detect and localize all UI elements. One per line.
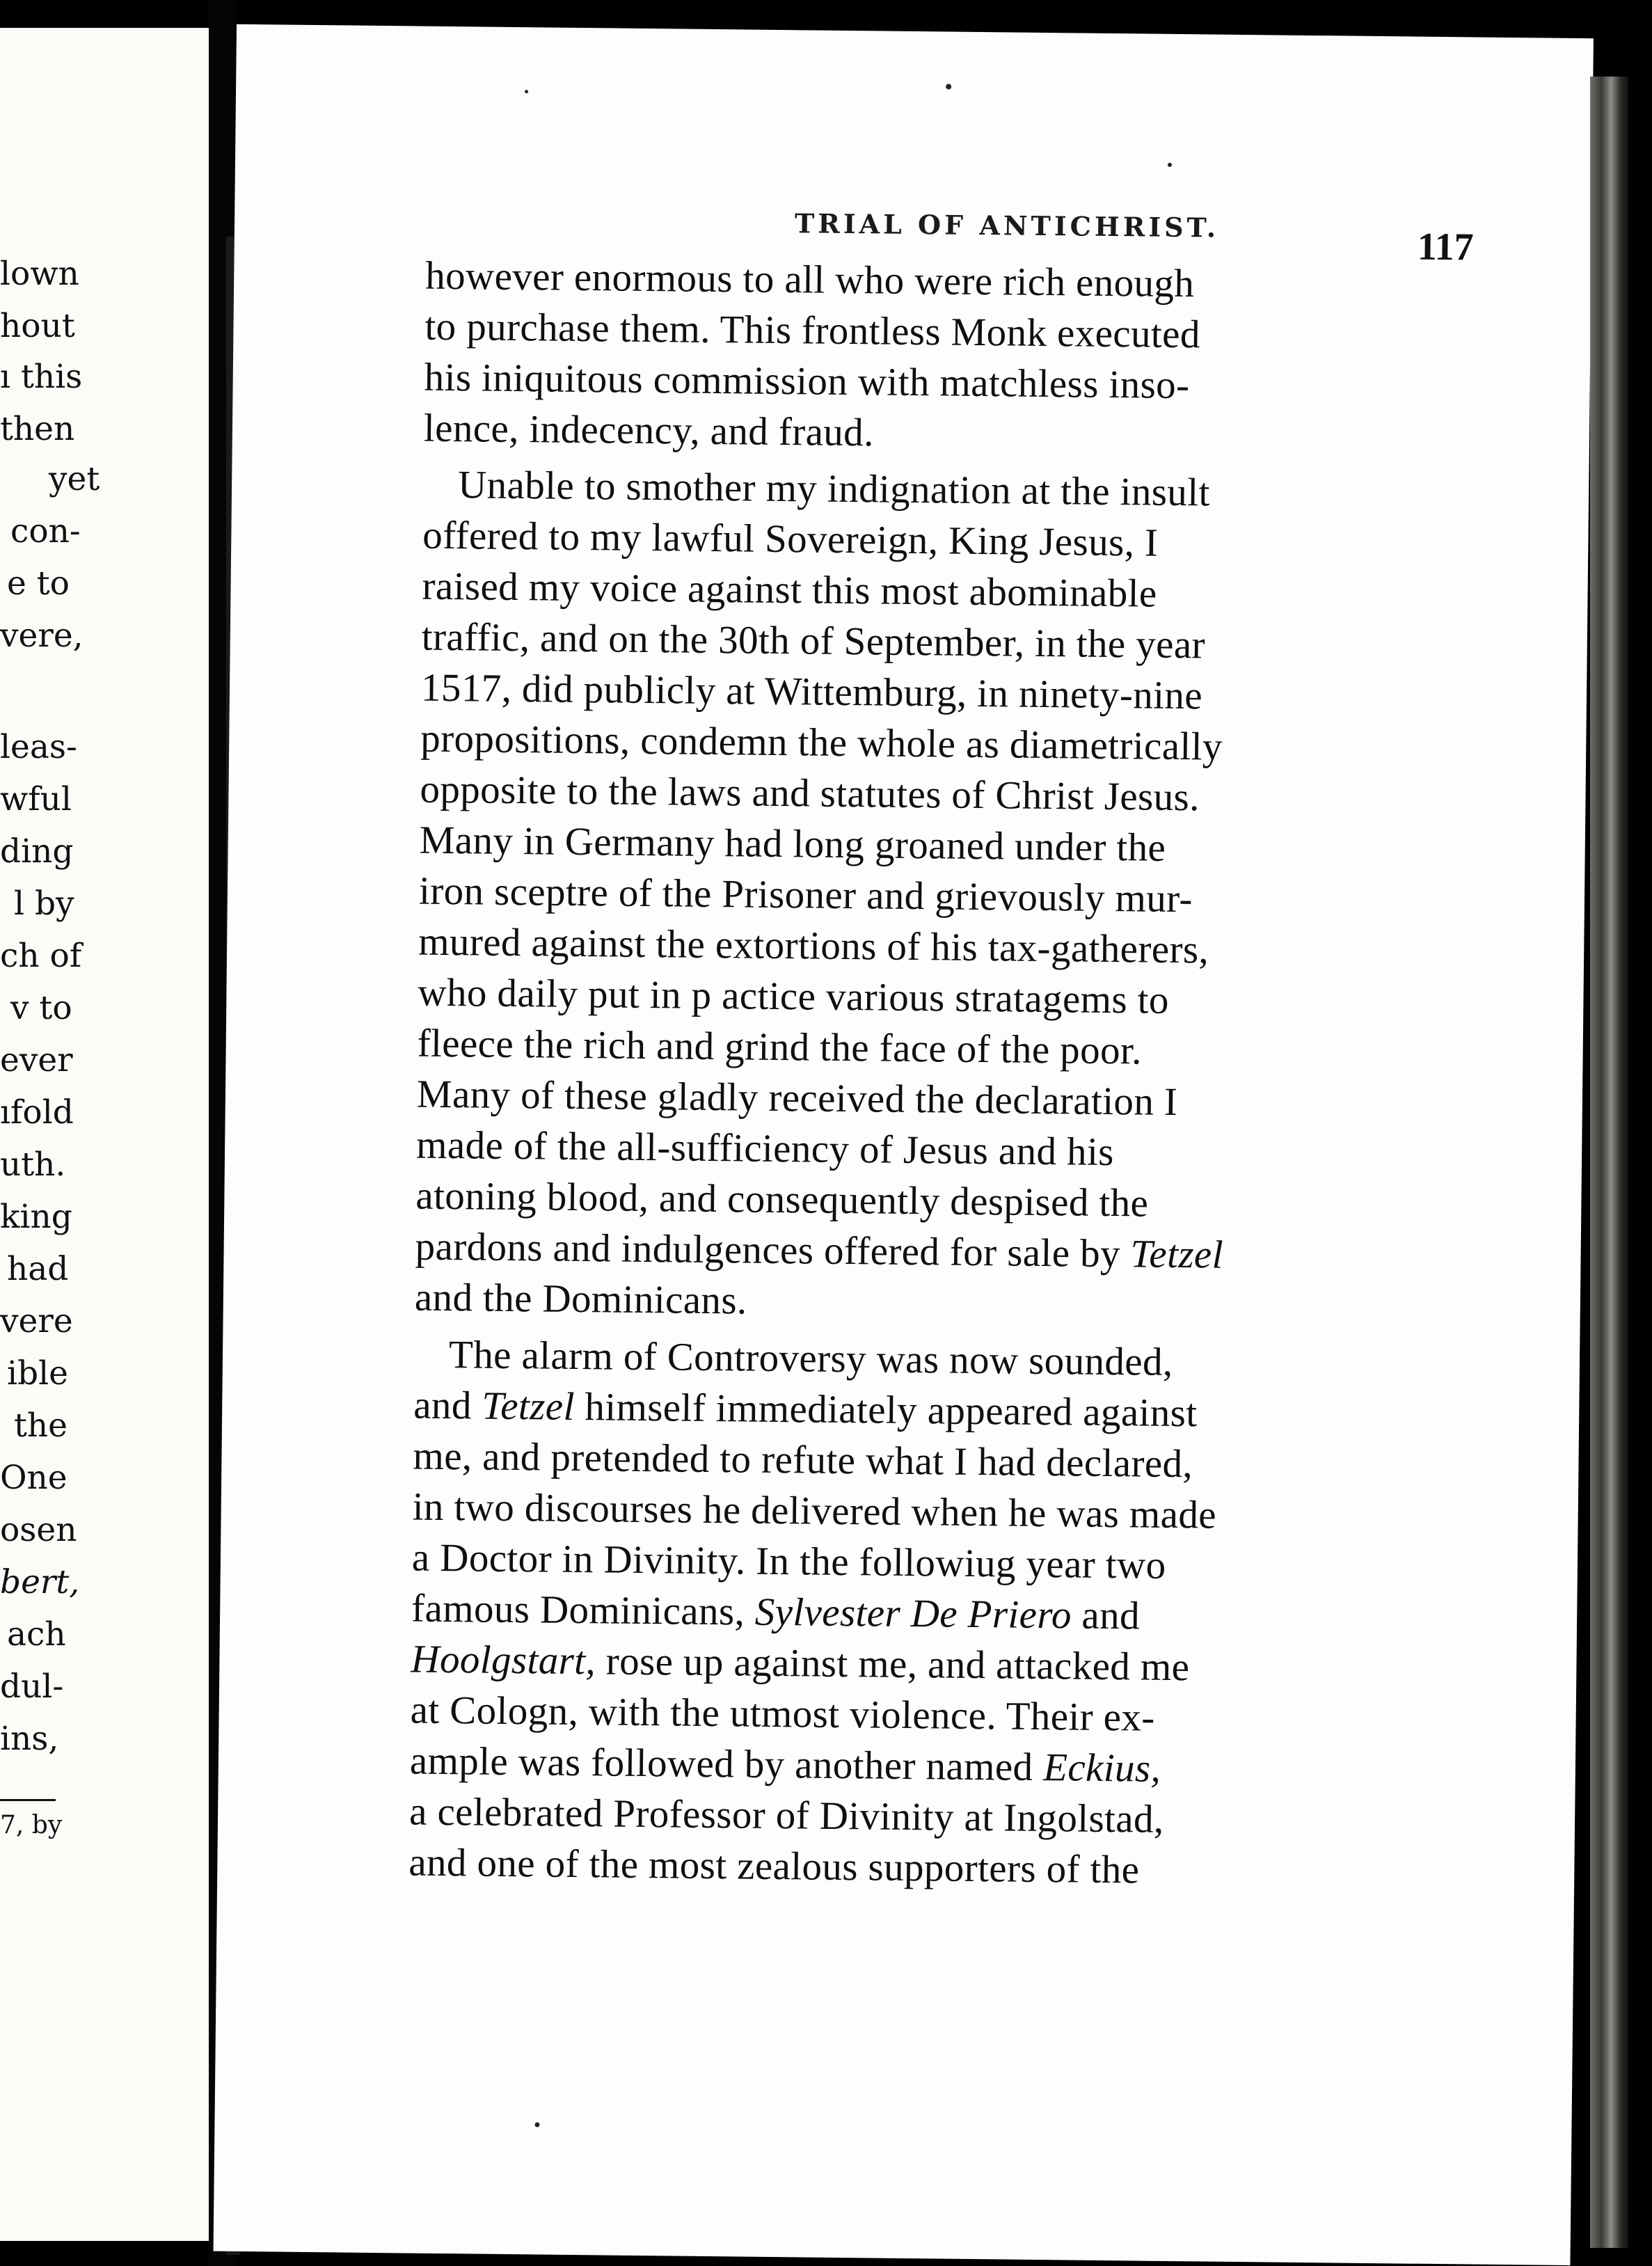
left-line-2: hout: [0, 307, 75, 345]
text-line-8: traffic, and on the 30th of September, in the year: [421, 615, 1206, 667]
left-line-9: leas-: [0, 728, 77, 766]
left-line-15: ever: [0, 1041, 73, 1079]
text-line-13: iron sceptre of the Prisoner and grievously mur-: [418, 869, 1193, 921]
left-line-11: ding: [0, 832, 74, 871]
text-line-21: and the Dominicans.: [414, 1275, 747, 1323]
left-line-23: One: [0, 1459, 67, 1497]
left-line-22: the: [14, 1407, 67, 1445]
left-line-6: con-: [10, 512, 81, 550]
text-line-3: his iniquitous commission with matchless inso-: [424, 355, 1190, 408]
left-line-19: had: [7, 1250, 69, 1288]
left-line-1: lown: [0, 255, 79, 293]
page-edge: [1590, 77, 1628, 2248]
italic-name: Tetzel: [482, 1384, 575, 1429]
text-run: ample was followed by another named: [409, 1738, 1044, 1790]
text-run: rose up against me, and attacked me: [595, 1639, 1190, 1690]
text-line-27: [411, 1586, 1141, 1638]
left-line-4: then: [0, 410, 75, 448]
text-line-11: opposite to the laws and statutes of Christ Jesus.: [420, 767, 1200, 820]
italic-name: Hoolgstart,: [411, 1637, 596, 1683]
text-line-19: atoning blood, and consequently despised the: [415, 1173, 1149, 1226]
page-number: 117: [1417, 225, 1475, 269]
left-line-7: e to: [7, 564, 70, 603]
left-line-25: bert,: [0, 1563, 80, 1601]
text-line-30: [409, 1738, 1161, 1791]
text-line-32: and one of the most zealous supporters of the: [408, 1840, 1140, 1892]
text-line-5: Unable to smother my indignation at the insult: [457, 463, 1211, 515]
text-line-7: raised my voice against this most abominable: [422, 564, 1157, 616]
text-line-12: Many in Germany had long groaned under the: [419, 818, 1166, 870]
text-line-29: at Cologn, with the utmost violence. Their ex-: [410, 1688, 1156, 1740]
left-line-24: osen: [0, 1511, 77, 1549]
left-line-26: ach: [7, 1615, 66, 1654]
text-line-20: [415, 1224, 1224, 1277]
text-run: pardons and indulgences offered for sale by: [415, 1224, 1131, 1276]
text-line-18: made of the all-sufficiency of Jesus and his: [415, 1123, 1115, 1175]
left-line-13: ch of: [0, 937, 82, 975]
text-line-10: propositions, condemn the whole as diametrically: [420, 716, 1223, 769]
left-line-8: vere,: [0, 617, 84, 655]
left-footnote: 7, by: [0, 1811, 63, 1839]
left-line-21: ible: [7, 1354, 68, 1393]
left-line-14: v to: [10, 989, 72, 1027]
text-line-9: 1517, did publicly at Wittemburg, in ninety-nine: [420, 665, 1203, 718]
text-line-25: in two discourses he delivered when he was made: [412, 1484, 1217, 1537]
italic-name: Tetzel: [1130, 1232, 1224, 1277]
ink-speck: [534, 2122, 539, 2127]
text-line-17: Many of these gladly received the declaration I: [416, 1072, 1178, 1125]
left-line-20: vere: [0, 1302, 73, 1340]
footnote-rule: [0, 1799, 56, 1801]
ink-speck: [946, 84, 951, 89]
text-line-22: The alarm of Controversy was now sounded,: [448, 1333, 1173, 1384]
text-line-26: a Doctor in Divinity. In the followiug year two: [411, 1535, 1166, 1587]
text-run: famous Dominicans,: [411, 1586, 756, 1634]
left-line-10: wful: [0, 780, 72, 818]
running-head: TRIAL OF ANTICHRIST.: [794, 207, 1220, 244]
text-run: himself immediately appeared against: [574, 1384, 1198, 1436]
text-line-2: to purchase them. This frontless Monk executed: [424, 304, 1201, 357]
left-line-5: yet: [49, 460, 100, 498]
left-line-27: dul-: [0, 1667, 64, 1706]
text-line-16: fleece the rich and grind the face of the poor.: [417, 1021, 1143, 1073]
left-line-12: l by: [14, 885, 74, 923]
italic-name: Eckius,: [1042, 1745, 1161, 1791]
ink-speck: [525, 90, 528, 93]
text-run: and: [413, 1383, 482, 1428]
left-line-16: ıfold: [0, 1093, 74, 1132]
right-page: [214, 24, 1594, 2265]
left-line-17: uth.: [0, 1146, 66, 1184]
text-line-14: mured against the extortions of his tax-gatherers,: [418, 919, 1209, 972]
text-line-23: [413, 1383, 1198, 1436]
text-line-28: [411, 1637, 1190, 1690]
text-line-24: me, and pretended to refute what I had declared,: [413, 1434, 1193, 1487]
text-line-6: offered to my lawful Sovereign, King Jesus, I: [422, 513, 1159, 565]
text-line-31: a celebrated Professor of Divinity at Ingolstad,: [408, 1789, 1164, 1841]
italic-name: Sylvester De Priero: [754, 1590, 1072, 1638]
ink-speck: [1168, 163, 1172, 167]
text-line-4: lence, indecency, and fraud.: [423, 406, 875, 455]
left-line-28: ins,: [0, 1720, 59, 1758]
left-line-18: king: [0, 1198, 72, 1236]
text-line-15: who daily put in p actice various stratagems to: [418, 970, 1170, 1022]
text-run: and: [1071, 1593, 1141, 1638]
text-line-1: however enormous to all who were rich enough: [424, 253, 1195, 306]
left-page-fragment: [0, 28, 209, 2241]
left-line-3: ı this: [0, 358, 83, 396]
